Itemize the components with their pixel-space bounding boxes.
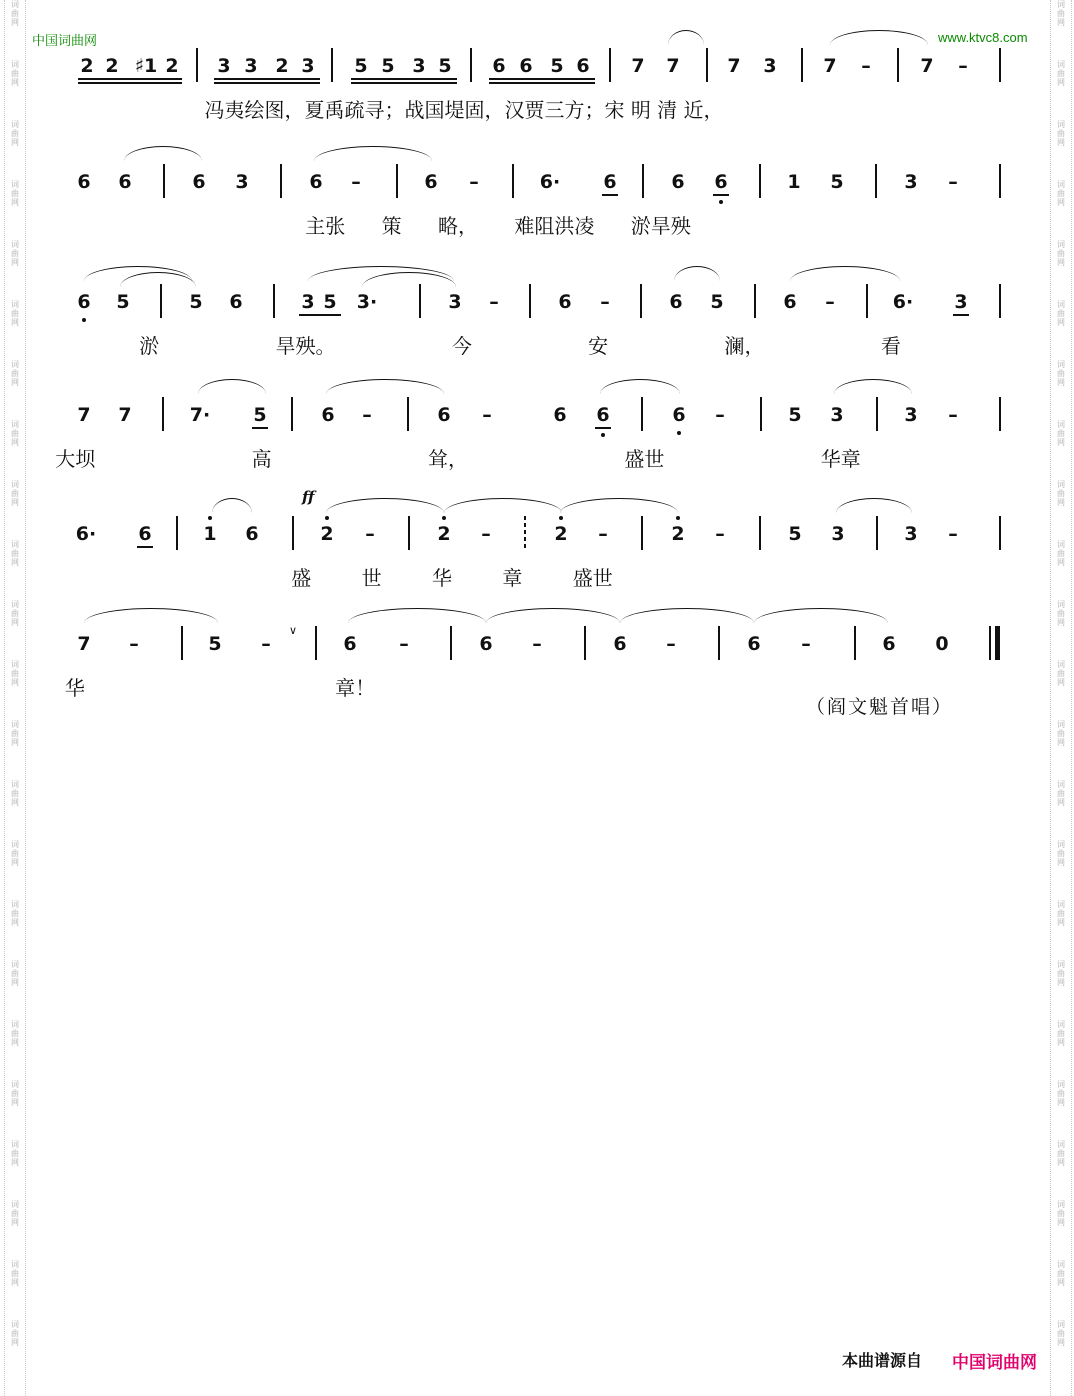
barline xyxy=(759,164,761,198)
final-barline xyxy=(995,626,1000,660)
slur xyxy=(212,498,252,513)
margin-watermark-mark: 词 曲 网 xyxy=(11,540,19,567)
note: 6 xyxy=(343,633,357,655)
margin-watermark-mark: 词 曲 网 xyxy=(11,1260,19,1287)
lyrics-line-1: 冯夷绘图，夏禹疏寻；战国堤固，汉贾三方；宋 明 清 近， xyxy=(204,98,724,122)
barline xyxy=(640,284,642,318)
note: 6 xyxy=(747,633,761,655)
margin-watermark-mark: 词 曲 网 xyxy=(11,840,19,867)
note: 6 xyxy=(672,404,686,426)
note: 1 xyxy=(787,171,801,193)
barline xyxy=(854,626,856,660)
barline xyxy=(529,284,531,318)
barline xyxy=(181,626,183,660)
note: 6 xyxy=(882,633,896,655)
note: 6 xyxy=(558,291,572,313)
note: 6 xyxy=(603,171,617,193)
slur xyxy=(674,266,720,281)
margin-watermark-mark: 词 曲 网 xyxy=(1057,1020,1065,1047)
barline xyxy=(999,284,1001,318)
note: – xyxy=(948,404,958,426)
note: 6· xyxy=(892,291,914,313)
margin-watermark-mark: 词 曲 网 xyxy=(11,900,19,927)
lyrics-line-6: 华 章！ xyxy=(64,676,376,700)
margin-watermark-mark: 词 曲 网 xyxy=(11,720,19,747)
note: 6 xyxy=(783,291,797,313)
note: 6 xyxy=(671,171,685,193)
margin-watermark-mark: 词 曲 网 xyxy=(1057,540,1065,567)
note: 3 xyxy=(244,55,258,77)
note: 6 xyxy=(192,171,206,193)
margin-watermark-mark: 词 曲 网 xyxy=(11,1200,19,1227)
note: – xyxy=(600,291,610,313)
barline xyxy=(196,48,198,82)
note: 6 xyxy=(613,633,627,655)
tie xyxy=(790,266,900,281)
note: 3 xyxy=(217,55,231,77)
note: 3 xyxy=(830,404,844,426)
margin-watermark-mark: 词 曲 网 xyxy=(11,1140,19,1167)
note: – xyxy=(481,523,491,545)
note: 5 xyxy=(438,55,452,77)
note: 6 xyxy=(479,633,493,655)
note: 6 xyxy=(118,171,132,193)
barline xyxy=(176,516,178,550)
note: 6 xyxy=(138,523,152,545)
tie xyxy=(836,498,912,513)
note: – xyxy=(948,523,958,545)
margin-watermark-mark: 词 曲 网 xyxy=(11,180,19,207)
barline xyxy=(419,284,421,318)
margin-watermark-mark: 词 曲 网 xyxy=(11,60,19,87)
tie xyxy=(326,379,444,394)
margin-watermark-mark: 词 曲 网 xyxy=(11,480,19,507)
note: 6 xyxy=(669,291,683,313)
barline xyxy=(292,516,294,550)
tie xyxy=(444,498,562,513)
note: 6 xyxy=(321,404,335,426)
note: – xyxy=(958,55,968,77)
breath-mark: ∨ xyxy=(289,624,298,637)
note: – xyxy=(715,523,725,545)
slur xyxy=(198,379,266,394)
barline xyxy=(801,48,803,82)
barline xyxy=(754,284,756,318)
note: 2 xyxy=(671,523,685,545)
left-margin-watermark xyxy=(4,0,26,1396)
barline xyxy=(512,164,514,198)
note: 5 xyxy=(116,291,130,313)
tie xyxy=(560,498,678,513)
note: 7 xyxy=(77,404,91,426)
footer-source-site[interactable]: 中国词曲网 xyxy=(952,1353,1037,1373)
margin-watermark-mark: 词 曲 网 xyxy=(1057,960,1065,987)
barline xyxy=(876,516,878,550)
lyrics-line-3: 淤 旱殃。 今 安 澜， 看 xyxy=(139,334,901,358)
note: 6 xyxy=(437,404,451,426)
margin-watermark-mark: 词 曲 网 xyxy=(1057,1080,1065,1107)
tie xyxy=(84,608,218,623)
note: 2 xyxy=(320,523,334,545)
note: 6 xyxy=(424,171,438,193)
note: 3 xyxy=(448,291,462,313)
right-margin-watermark xyxy=(1050,0,1072,1396)
note: 7 xyxy=(77,633,91,655)
note: 6 xyxy=(77,171,91,193)
barline xyxy=(999,516,1001,550)
lyrics-line-4: 大坝 高 耸， 盛世 华章 xyxy=(55,447,861,471)
margin-watermark-mark: 词 曲 网 xyxy=(11,780,19,807)
barline xyxy=(897,48,899,82)
tie xyxy=(600,379,680,394)
note: 3 xyxy=(904,171,918,193)
tie xyxy=(754,608,888,623)
margin-watermark-mark: 词 曲 网 xyxy=(1057,240,1065,267)
barline xyxy=(641,397,643,431)
note: ♯1 xyxy=(134,55,158,77)
note: 2 xyxy=(437,523,451,545)
barline xyxy=(584,626,586,660)
lyrics-line-5: 盛 世 华 章 盛世 xyxy=(291,566,613,590)
note: – xyxy=(365,523,375,545)
note: 7 xyxy=(727,55,741,77)
barline xyxy=(876,397,878,431)
margin-watermark-mark: 词 曲 网 xyxy=(1057,660,1065,687)
margin-watermark-mark: 词 曲 网 xyxy=(1057,120,1065,147)
lyrics-line-2: 主张 策 略， 难阻洪凌 淤旱殃 xyxy=(305,214,691,238)
note: 2 xyxy=(165,55,179,77)
note: 7 xyxy=(666,55,680,77)
barline xyxy=(875,164,877,198)
margin-watermark-mark: 词 曲 网 xyxy=(1057,0,1065,27)
margin-watermark-mark: 词 曲 网 xyxy=(1057,1140,1065,1167)
note: – xyxy=(825,291,835,313)
margin-watermark-mark: 词 曲 网 xyxy=(11,660,19,687)
dotted-barline xyxy=(524,516,526,550)
barline xyxy=(450,626,452,660)
note: 3 xyxy=(904,404,918,426)
tie xyxy=(326,498,444,513)
margin-watermark-mark: 词 曲 网 xyxy=(1057,720,1065,747)
margin-watermark-mark: 词 曲 网 xyxy=(11,0,19,27)
note: 5 xyxy=(830,171,844,193)
note: 3 xyxy=(301,291,315,313)
tie xyxy=(620,608,754,623)
barline xyxy=(280,164,282,198)
note: 6 xyxy=(519,55,533,77)
margin-watermark-mark: 词 曲 网 xyxy=(1057,420,1065,447)
header-site-right[interactable]: www.ktvc8.com xyxy=(938,30,1028,45)
note: 3 xyxy=(831,523,845,545)
note: 6 xyxy=(77,291,91,313)
barline xyxy=(718,626,720,660)
note: – xyxy=(801,633,811,655)
note: 5 xyxy=(550,55,564,77)
margin-watermark-mark: 词 曲 网 xyxy=(1057,900,1065,927)
margin-watermark-mark: 词 曲 网 xyxy=(11,960,19,987)
note: 6 xyxy=(714,171,728,193)
note: 7 xyxy=(631,55,645,77)
barline xyxy=(999,397,1001,431)
barline xyxy=(989,626,991,660)
note: 3 xyxy=(954,291,968,313)
margin-watermark-mark: 词 曲 网 xyxy=(1057,360,1065,387)
note: – xyxy=(489,291,499,313)
barline xyxy=(760,397,762,431)
margin-watermark-mark: 词 曲 网 xyxy=(1057,600,1065,627)
margin-watermark-mark: 词 曲 网 xyxy=(1057,60,1065,87)
tie xyxy=(348,608,486,623)
barline xyxy=(396,164,398,198)
barline xyxy=(759,516,761,550)
note: 5 xyxy=(381,55,395,77)
note: – xyxy=(666,633,676,655)
margin-watermark-mark: 词 曲 网 xyxy=(1057,1200,1065,1227)
tie xyxy=(830,30,928,45)
tie xyxy=(668,30,704,45)
note: – xyxy=(351,171,361,193)
note: 3 xyxy=(301,55,315,77)
barline xyxy=(706,48,708,82)
note: – xyxy=(399,633,409,655)
note: 6· xyxy=(75,523,97,545)
barline xyxy=(160,284,162,318)
note: 6 xyxy=(553,404,567,426)
margin-watermark-mark: 词 曲 网 xyxy=(1057,180,1065,207)
note: 5 xyxy=(323,291,337,313)
note: 6· xyxy=(539,171,561,193)
margin-watermark-mark: 词 曲 网 xyxy=(11,240,19,267)
barline xyxy=(162,397,164,431)
margin-watermark-mark: 词 曲 网 xyxy=(11,420,19,447)
note: – xyxy=(482,404,492,426)
note: 5 xyxy=(788,404,802,426)
barline xyxy=(866,284,868,318)
note: 3 xyxy=(763,55,777,77)
note: 3 xyxy=(412,55,426,77)
note: – xyxy=(532,633,542,655)
note: 6 xyxy=(309,171,323,193)
margin-watermark-mark: 词 曲 网 xyxy=(1057,1320,1065,1347)
note: 5 xyxy=(354,55,368,77)
margin-watermark-mark: 词 曲 网 xyxy=(1057,480,1065,507)
note: 6 xyxy=(492,55,506,77)
tie xyxy=(834,379,912,394)
margin-watermark-mark: 词 曲 网 xyxy=(11,120,19,147)
note: – xyxy=(948,171,958,193)
barline xyxy=(273,284,275,318)
margin-watermark-mark: 词 曲 网 xyxy=(11,360,19,387)
note: 7 xyxy=(920,55,934,77)
dynamic-ff: ff xyxy=(302,488,315,506)
note: – xyxy=(129,633,139,655)
barline xyxy=(642,164,644,198)
margin-watermark-mark: 词 曲 网 xyxy=(11,1080,19,1107)
margin-watermark-mark: 词 曲 网 xyxy=(11,1020,19,1047)
margin-watermark-mark: 词 曲 网 xyxy=(11,600,19,627)
margin-watermark-mark: 词 曲 网 xyxy=(1057,780,1065,807)
tie xyxy=(124,146,202,161)
note: 6 xyxy=(229,291,243,313)
note: – xyxy=(469,171,479,193)
note: 2 xyxy=(275,55,289,77)
note: 2 xyxy=(554,523,568,545)
note: 6 xyxy=(596,404,610,426)
note: 6 xyxy=(576,55,590,77)
note: 0 xyxy=(935,633,949,655)
barline xyxy=(609,48,611,82)
barline xyxy=(999,164,1001,198)
margin-watermark-mark: 词 曲 网 xyxy=(1057,1260,1065,1287)
note: 2 xyxy=(105,55,119,77)
note: 3 xyxy=(235,171,249,193)
note: – xyxy=(715,404,725,426)
note: 7· xyxy=(189,404,211,426)
margin-watermark-mark: 词 曲 网 xyxy=(1057,300,1065,327)
note: 2 xyxy=(80,55,94,77)
note: 5 xyxy=(189,291,203,313)
barline xyxy=(407,397,409,431)
note: 5 xyxy=(208,633,222,655)
barline xyxy=(470,48,472,82)
barline xyxy=(408,516,410,550)
note: 3 xyxy=(904,523,918,545)
note: 7 xyxy=(823,55,837,77)
margin-watermark-mark: 词 曲 网 xyxy=(1057,840,1065,867)
note: 5 xyxy=(788,523,802,545)
note: – xyxy=(598,523,608,545)
note: 6 xyxy=(245,523,259,545)
barline xyxy=(315,626,317,660)
note: 5 xyxy=(253,404,267,426)
footer-source-label: 本曲谱源自 xyxy=(842,1351,923,1370)
barline xyxy=(641,516,643,550)
tie xyxy=(486,608,620,623)
note: – xyxy=(362,404,372,426)
note: 5 xyxy=(710,291,724,313)
margin-watermark-mark: 词 曲 网 xyxy=(11,1320,19,1347)
header-site-left[interactable]: 中国词曲网 xyxy=(32,34,98,49)
barline xyxy=(163,164,165,198)
note: – xyxy=(261,633,271,655)
barline xyxy=(331,48,333,82)
barline xyxy=(291,397,293,431)
note: 3· xyxy=(356,291,378,313)
tie xyxy=(314,146,432,161)
singer-credit: （阎文魁首唱） xyxy=(806,696,954,718)
barline xyxy=(999,48,1001,82)
note: 1 xyxy=(203,523,217,545)
margin-watermark-mark: 词 曲 网 xyxy=(11,300,19,327)
note: – xyxy=(861,55,871,77)
note: 7 xyxy=(118,404,132,426)
